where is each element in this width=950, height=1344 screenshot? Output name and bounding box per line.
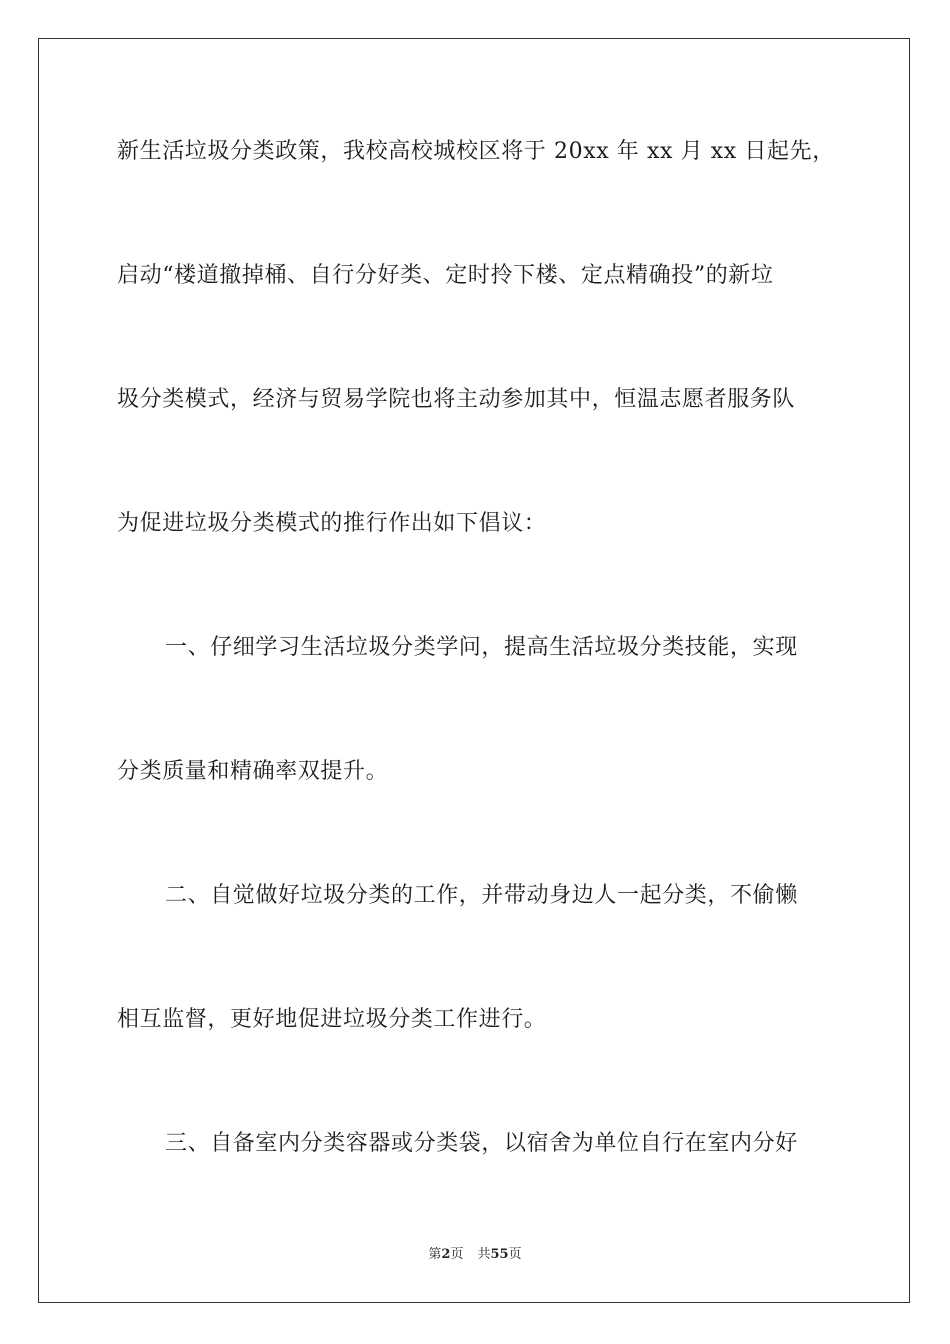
page-footer [0,1246,950,1264]
body-text-line: 分类质量和精确率双提升。 [117,759,389,784]
body-text-line: 圾分类模式，经济与贸易学院也将主动参加其中，恒温志愿者服务队 [117,387,796,412]
body-text-line: 启动“楼道撤掉桶、自行分好类、定时拎下楼、定点精确投”的新垃 [117,263,774,288]
page-suffix: 页 [450,1247,464,1262]
body-text-line: 相互监督，更好地促进垃圾分类工作进行。 [117,1007,547,1032]
page-number: 2 [441,1247,451,1262]
page-border [38,38,910,1303]
body-text-line: 新生活垃圾分类政策，我校高校城校区将于 20xx 年 xx 月 xx 日起先， [117,139,835,164]
paragraph-item-two: 二、自觉做好垃圾分类的工作，并带动身边人一起分类，不偷懒 [165,883,798,908]
body-text-line: 为促进垃圾分类模式的推行作出如下倡议： [117,511,547,536]
total-pages: 55 [490,1247,509,1262]
total-prefix: 共 [477,1247,491,1262]
total-suffix: 页 [508,1247,522,1262]
page-prefix: 第 [428,1247,442,1262]
paragraph-item-three: 三、自备室内分类容器或分类袋，以宿舍为单位自行在室内分好 [165,1131,798,1156]
paragraph-item-one: 一、仔细学习生活垃圾分类学问，提高生活垃圾分类技能，实现 [165,635,798,660]
